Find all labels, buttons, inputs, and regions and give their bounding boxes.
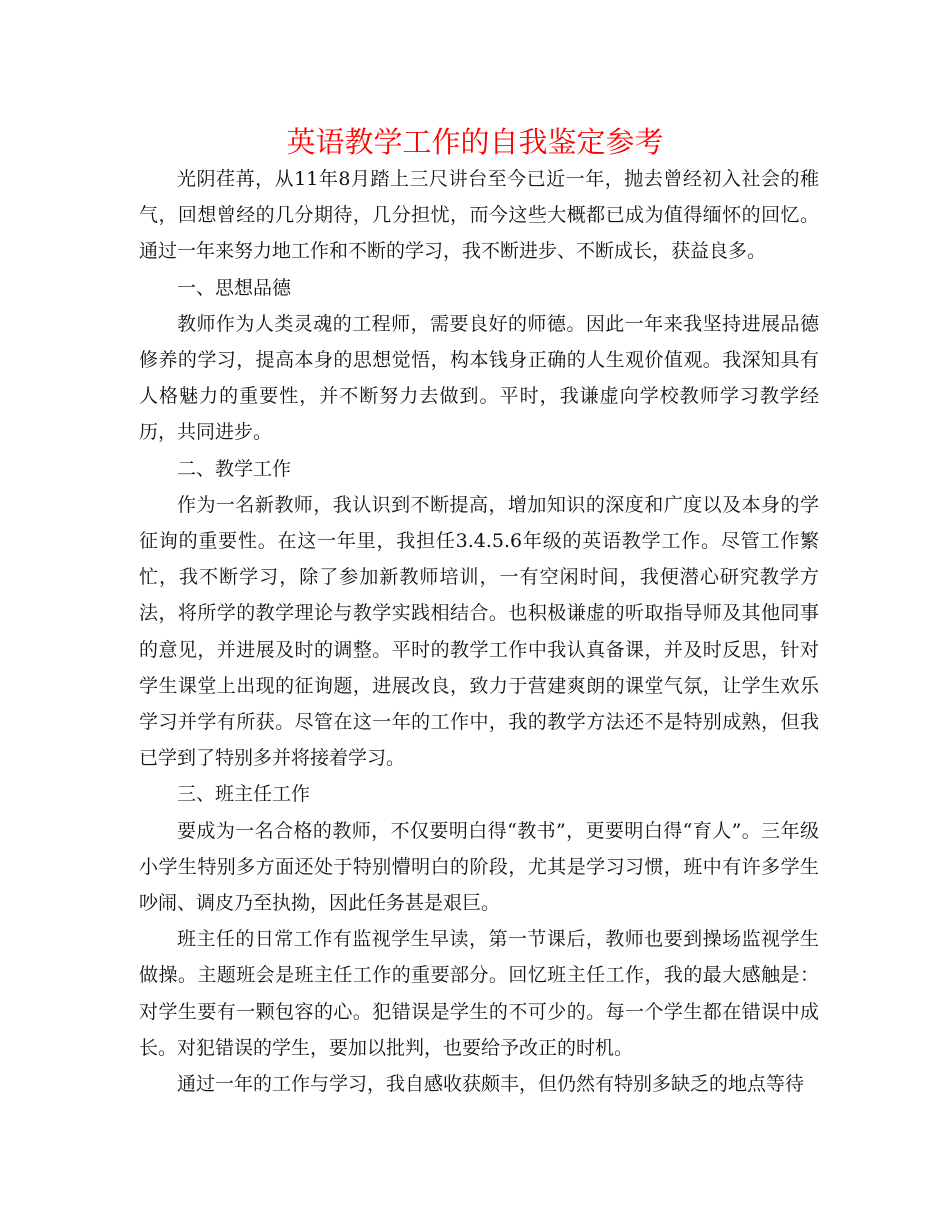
document-title: 英语教学工作的自我鉴定参考 (286, 125, 664, 159)
paragraph-ideology: 教师作为人类灵魂的工程师，需要良好的师德。因此一年来我坚持进展品德修养的学习，提高本身的思想觉悟，构本钱身正确的人生观价值观。我深知具有人格魅力的重要性，并不断努力去做到。平时，我谦虚向学校教师学习教学经历，共同进步。 (139, 312, 819, 444)
paragraph-class-teacher-1: 要成为一名合格的教师，不仅要明白得“教书”，更要明白得“育人”。三年级小学生特别多方面还处于特别懵明白的阶段，尤其是学习习惯，班中有许多学生吵闹、调皮乃至执拗，因此任务甚是艰巨。 (139, 819, 819, 915)
paragraph-teaching: 作为一名新教师，我认识到不断提高，增加知识的深度和广度以及本身的学征询的重要性。在这一年里，我担任3.4.5.6年级的英语教学工作。尽管工作繁忙，我不断学习，除了参加新教师培训，一有空闲时间，我便潜心研究教学方法，将所学的教学理论与教学实践相结合。也积极谦虚的听取指导师及其他同事的意见，并进展及时的调整。平时的教学工作中我认真备课，并及时反思，针对学生课堂上出现的征询题，进展改良，致力于营建爽朗的课堂气氛，让学生欢乐学习并学有所获。尽管在这一年的工作中，我的教学方法还不是特别成熟，但我已学到了特别多并将接着学习。 (139, 493, 819, 770)
paragraph-intro: 光阴荏苒，从11年8月踏上三尺讲台至今已近一年，抛去曾经初入社会的稚气，回想曾经的几分期待，几分担忧，而今这些大概都已成为值得缅怀的回忆。通过一年来努力地工作和不断的学习，我不断进步、不断成长，获益良多。 (139, 168, 819, 263)
section-heading-ideology: 一、思想品德 (177, 276, 292, 299)
document-body (139, 161, 819, 1102)
paragraph-class-teacher-2: 班主任的日常工作有监视学生早读，第一节课后，教师也要到操场监视学生做操。主题班会是班主任工作的重要部分。回忆班主任工作，我的最大感触是：对学生要有一颗包容的心。犯错误是学生的不可少的。每一个学生都在错误中成长。对犯错误的学生，要加以批判，也要给予改正的时机。 (139, 928, 819, 1059)
paragraph-conclusion: 通过一年的工作与学习，我自感收获颇丰，但仍然有特别多缺乏的地点等待 (177, 1073, 805, 1096)
section-heading-class-teacher: 三、班主任工作 (177, 783, 311, 806)
section-heading-teaching: 二、教学工作 (177, 457, 292, 480)
